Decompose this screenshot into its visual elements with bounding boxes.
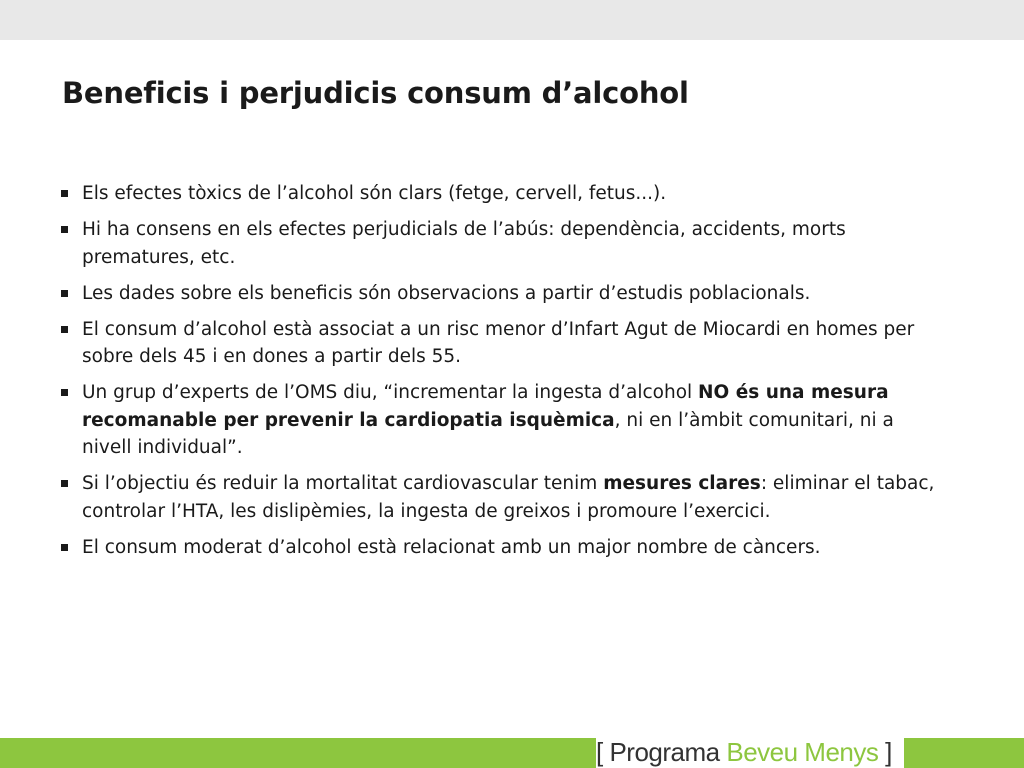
logo-program-word: Programa [609, 737, 720, 767]
bullet-text: El consum moderat d’alcohol està relacionat amb un major nombre de càncers. [82, 536, 821, 558]
program-logo [596, 737, 904, 768]
square-bullet-icon [61, 389, 68, 396]
square-bullet-icon [61, 290, 68, 297]
bullet-item [60, 216, 940, 271]
bullet-item [60, 534, 940, 562]
bullet-text: El consum d’alcohol està associat a un risc menor d’Infart Agut de Miocardi en homes per sobre dels 45 i en dones a partir dels 55. [82, 318, 915, 367]
bullet-item [60, 280, 940, 308]
bullet-emphasis: NO és una mesura recomanable per prevenir la cardiopatia isquèmica [82, 382, 889, 431]
slide-title: Beneficis i perjudicis consum d’alcohol [62, 76, 689, 110]
square-bullet-icon [61, 226, 68, 233]
bullet-text: , ni en l’àmbit comunitari, ni a nivell individual”. [82, 409, 894, 458]
bullet-text: Les dades sobre els beneficis són observacions a partir d’estudis poblacionals. [82, 282, 811, 304]
bullet-item [60, 379, 940, 462]
logo-bracket-open: [ [596, 737, 603, 767]
bullet-text: Un grup d’experts de l’OMS diu, “incrementar la ingesta d’alcohol [82, 382, 699, 403]
bullet-text: Hi ha consens en els efectes perjudicials de l’abús: dependència, accidents, morts prematures, etc. [82, 219, 846, 268]
square-bullet-icon [61, 190, 68, 197]
square-bullet-icon [61, 544, 68, 551]
header-band [0, 0, 1024, 40]
bullet-text: Els efectes tòxics de l’alcohol són clars (fetge, cervell, fetus...). [82, 183, 667, 204]
logo-bracket-close: ] [885, 737, 892, 767]
bullet-text: : eliminar el tabac, controlar l’HTA, les dislipèmies, la ingesta de greixos i promoure l’exercici. [82, 473, 935, 522]
bullet-list [60, 180, 940, 570]
bullet-text: Si l’objectiu és reduir la mortalitat cardiovascular tenim [82, 473, 604, 494]
bullet-item [60, 470, 940, 525]
square-bullet-icon [61, 326, 68, 333]
bullet-item [60, 316, 940, 371]
square-bullet-icon [61, 480, 68, 487]
bullet-emphasis: mesures clares [603, 473, 761, 494]
bullet-item [60, 180, 940, 208]
logo-brand-word: Beveu Menys [726, 737, 879, 767]
